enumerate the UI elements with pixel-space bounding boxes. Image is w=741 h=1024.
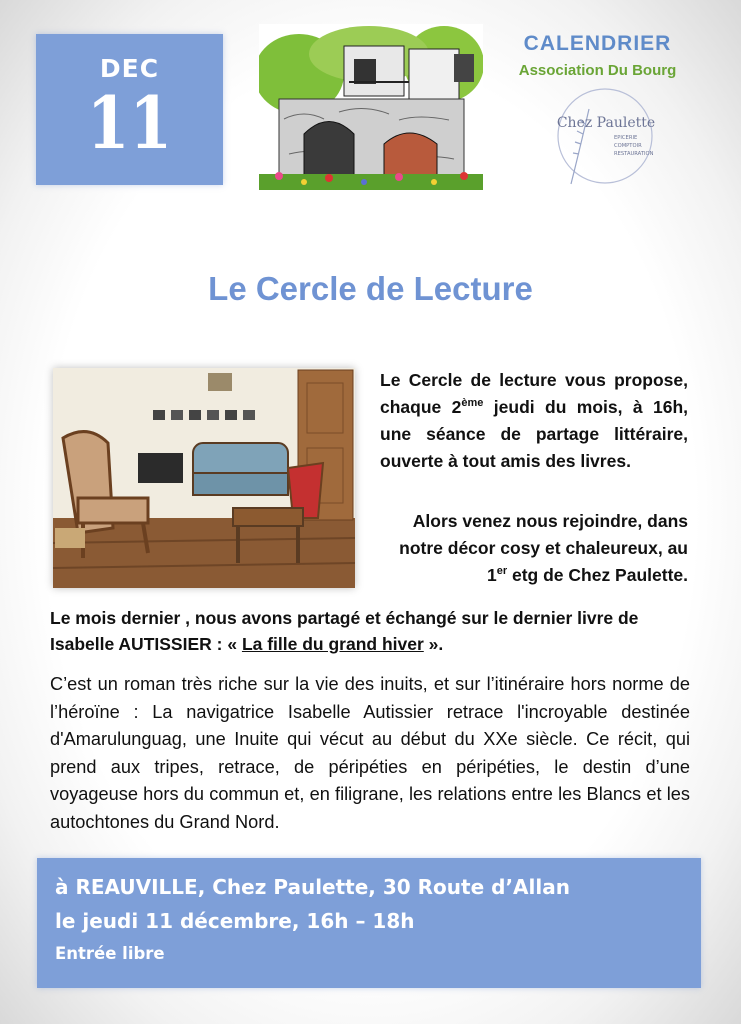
logo-line2: COMPTOIR bbox=[614, 143, 642, 149]
page-title: Le Cercle de Lecture bbox=[208, 270, 533, 307]
association-name: Association Du Bourg bbox=[518, 62, 677, 79]
event-entry: Entrée libre bbox=[55, 944, 165, 963]
chez-paulette-logo bbox=[541, 84, 671, 194]
logo-name: Chez Paulette bbox=[556, 115, 656, 131]
house-illustration bbox=[259, 24, 483, 190]
calendar-title: CALENDRIER bbox=[523, 32, 672, 55]
book-author: Isabelle AUTISSIER : bbox=[50, 634, 228, 654]
date-box bbox=[36, 34, 223, 185]
event-location: à REAUVILLE, Chez Paulette, 30 Route d’Allan bbox=[55, 875, 570, 899]
event-info-box bbox=[37, 858, 701, 988]
last-month-paragraph: Le mois dernier , nous avons partagé et échangé sur le dernier livre de Isabelle AUTISSIER : « La fille du grand hiver ». bbox=[50, 608, 639, 654]
book-title: La fille du grand hiver bbox=[241, 634, 424, 654]
room-photo bbox=[53, 368, 355, 588]
intro-paragraph: Le Cercle de lecture vous propose, chaque 2ème jeudi du mois, à 16h, une séance de partage littéraire, ouverte à tout amis des livres. bbox=[380, 370, 688, 471]
date-month: DEC bbox=[99, 54, 160, 83]
logo-line1: EPICERIE bbox=[614, 135, 638, 141]
event-datetime: le jeudi 11 décembre, 16h – 18h bbox=[55, 909, 415, 933]
logo-line3: RESTAURATION bbox=[614, 151, 654, 157]
date-day: 11 bbox=[86, 80, 173, 165]
invitation-paragraph: Alors venez nous rejoindre, dans notre décor cosy et chaleureux, au 1er etg de Chez Paulette. bbox=[399, 511, 688, 585]
book-description: C’est un roman très riche sur la vie des inuits, et sur l’itinéraire hors norme de l’héroïne : La navigatrice Isabelle Autissier retrace l'incroyable destinée d'Amarulunguag, une Inuite qui vécut au début du XXe siècle. Ce récit, qui prend aux tripes, retrace, de péripéties en péripéties, le destin d’une voyageuse hors du commun et, en filigrane, les relations entre les Blancs et les autochtones du Grand Nord. bbox=[50, 674, 690, 832]
